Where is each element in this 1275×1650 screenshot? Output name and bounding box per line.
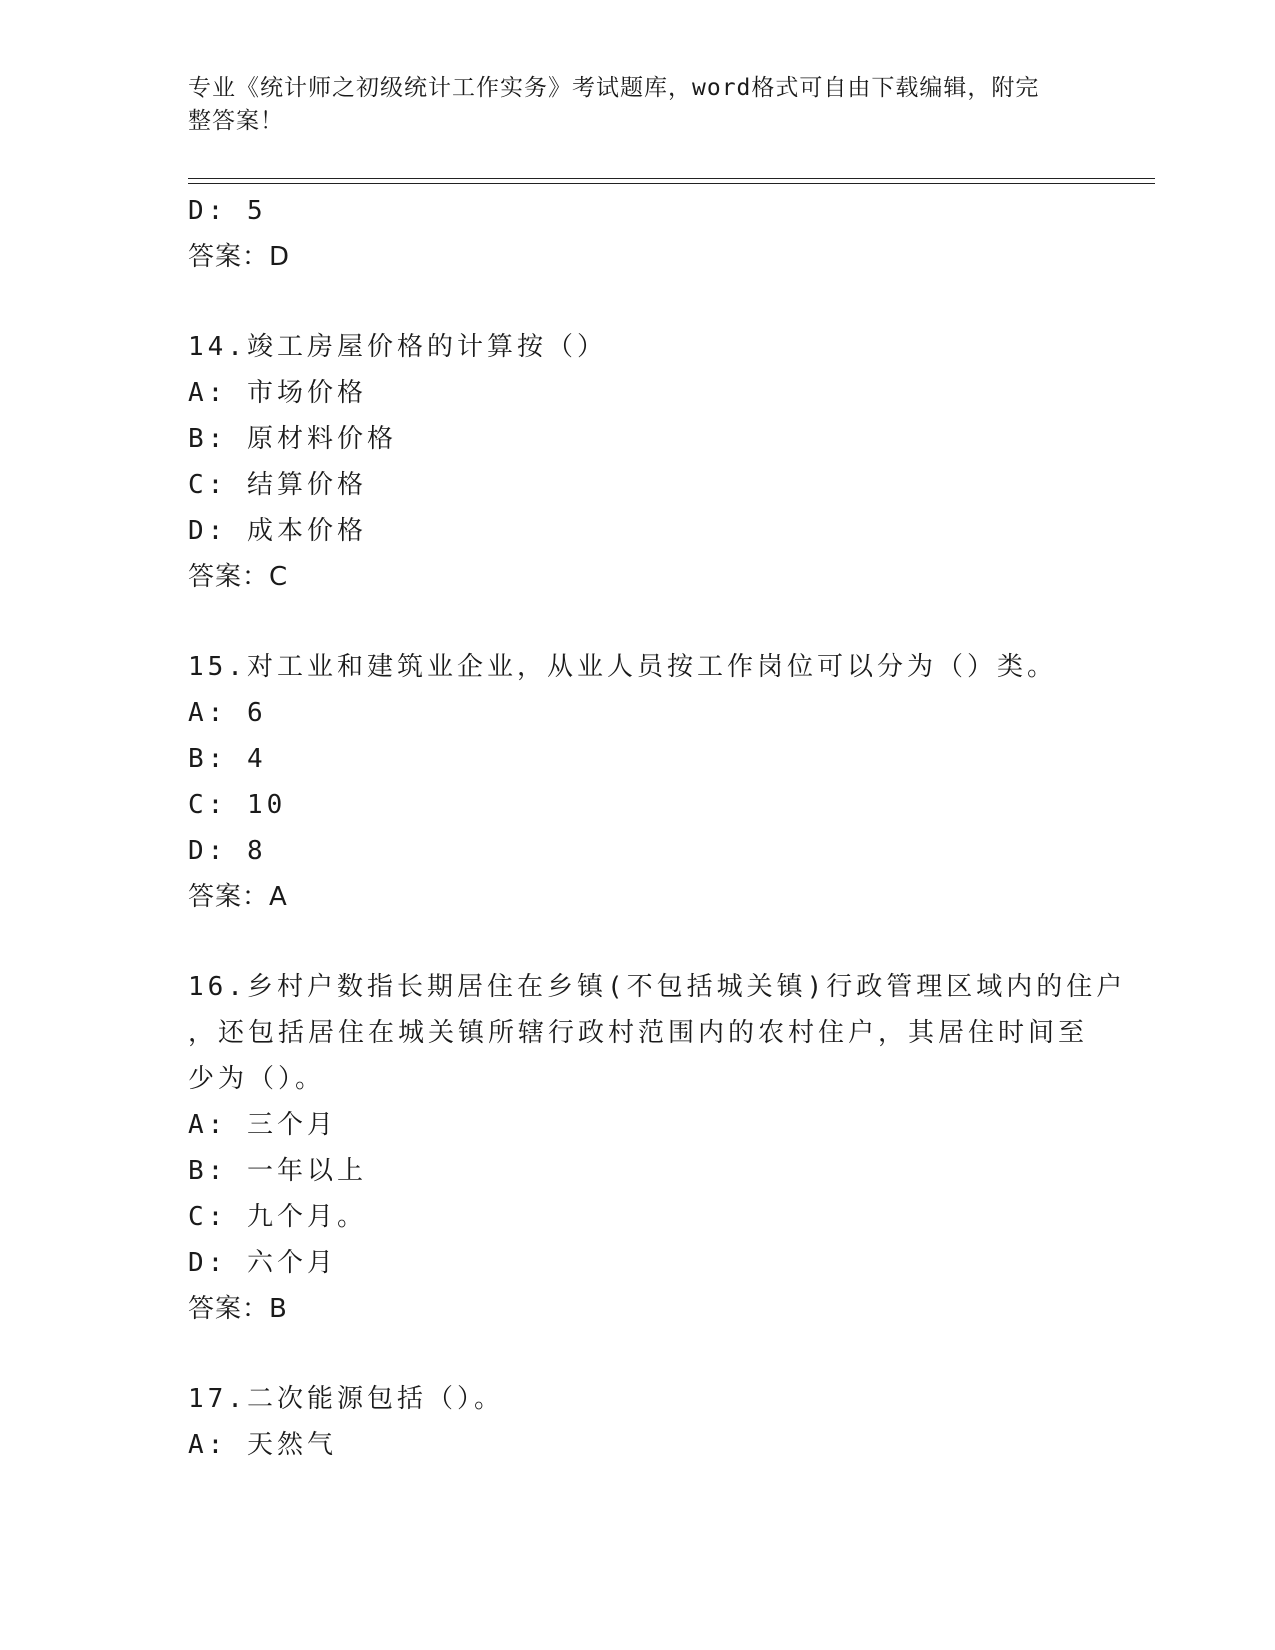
- question-17: [188, 1376, 1088, 1468]
- question-stem-line-3: 少为（）。: [188, 1064, 326, 1094]
- option-b: B: 4: [188, 744, 267, 774]
- answer: 答案：B: [188, 1294, 288, 1324]
- spacer: [188, 600, 1088, 644]
- question-stem: 15.对工业和建筑业企业，从业人员按工作岗位可以分为（）类。: [188, 652, 1057, 682]
- header-rule-top: [188, 178, 1155, 179]
- spacer: [188, 920, 1088, 964]
- question-stem: 14.竣工房屋价格的计算按（）: [188, 332, 607, 362]
- option-a: A: 市场价格: [188, 378, 367, 408]
- option-c: C: 九个月。: [188, 1202, 367, 1232]
- spacer: [188, 280, 1088, 324]
- option-b: B: 一年以上: [188, 1156, 367, 1186]
- option-c: C: 结算价格: [188, 470, 367, 500]
- header-rule-bottom: [188, 183, 1155, 184]
- option-d: D: 8: [188, 836, 267, 866]
- spacer: [188, 1332, 1088, 1376]
- question-15: [188, 644, 1088, 920]
- header-line-2: 整答案！: [188, 108, 284, 134]
- option-d: D: 六个月: [188, 1248, 337, 1278]
- question-list: [188, 188, 1127, 1468]
- prev-option-d: D: 5: [188, 196, 267, 226]
- option-b: B: 原材料价格: [188, 424, 397, 454]
- question-stem-line-2: ，还包括居住在城关镇所辖行政村范围内的农村住户，其居住时间至: [188, 1018, 1089, 1048]
- option-a: A: 三个月: [188, 1110, 337, 1140]
- option-a: A: 天然气: [188, 1430, 337, 1460]
- answer: 答案：C: [188, 562, 289, 592]
- option-d: D: 成本价格: [188, 516, 367, 546]
- option-c: C: 10: [188, 790, 287, 820]
- header-line-1: 专业《统计师之初级统计工作实务》考试题库，word格式可自由下载编辑，附完: [188, 75, 1040, 101]
- question-16: [188, 964, 1127, 1332]
- question-stem: 17.二次能源包括（）。: [188, 1384, 504, 1414]
- option-a: A: 6: [188, 698, 267, 728]
- answer: 答案：A: [188, 882, 288, 912]
- question-14: [188, 324, 1088, 600]
- question-stem-line-1: 16.乡村户数指长期居住在乡镇(不包括城关镇)行政管理区域内的住户: [188, 972, 1127, 1002]
- prev-answer: 答案：D: [188, 242, 291, 272]
- document-header: [188, 72, 1088, 138]
